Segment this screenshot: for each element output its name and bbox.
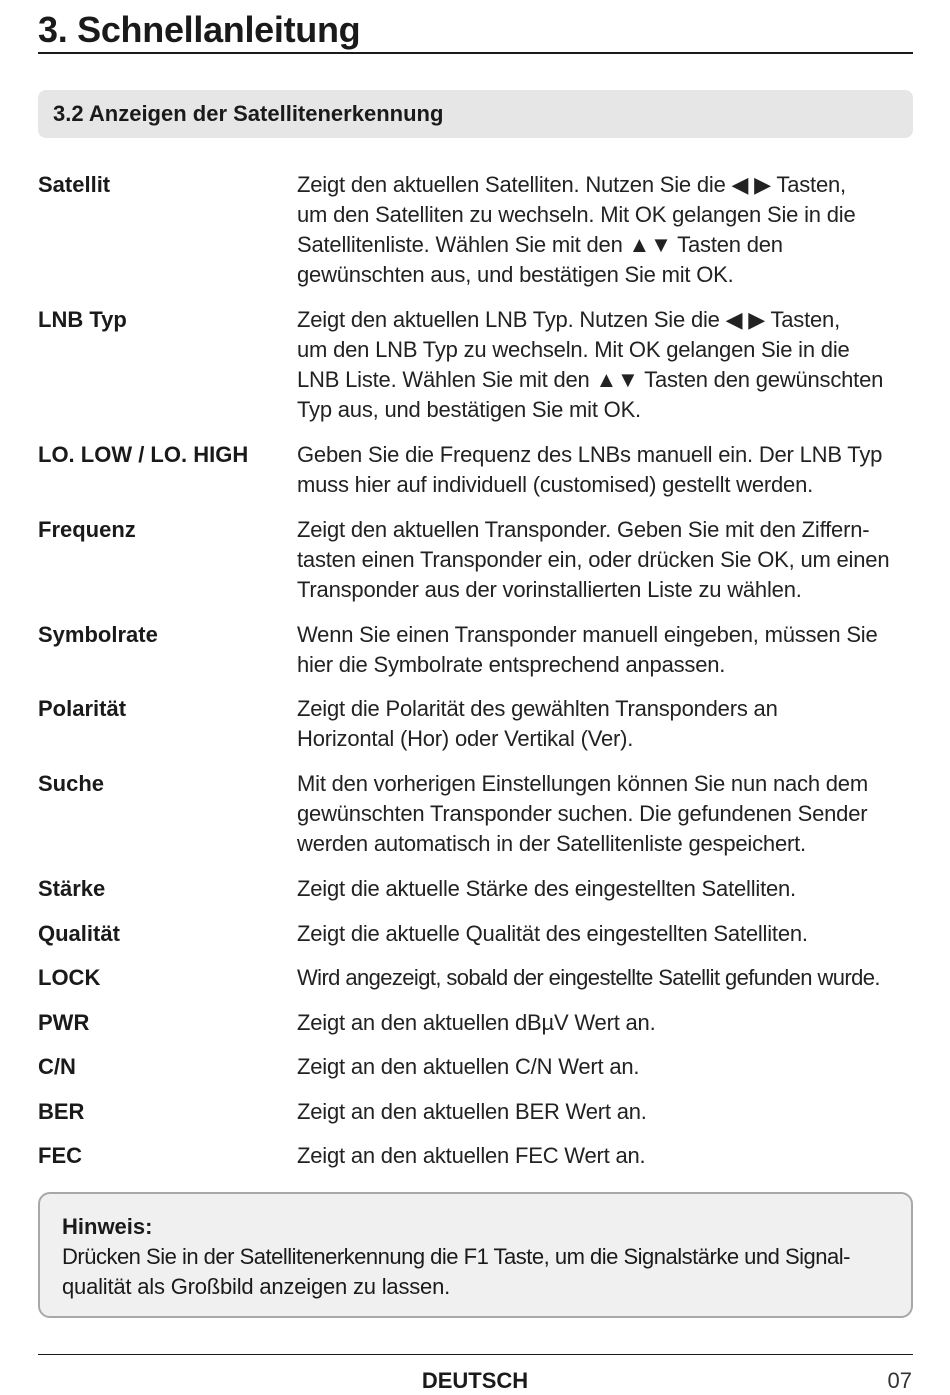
desc-line: muss hier auf individuell (customised) gestellt werden.	[297, 472, 814, 497]
desc-ber	[297, 1097, 913, 1127]
desc-lnb-typ	[297, 305, 913, 425]
term-polaritaet: Polarität	[38, 696, 127, 721]
desc-line: gewünschten Transponder suchen. Die gefundenen Sender	[297, 801, 868, 826]
term-cn: C/N	[38, 1054, 76, 1079]
term-lock: LOCK	[38, 965, 101, 990]
term-pwr: PWR	[38, 1010, 90, 1035]
desc-symbolrate	[297, 620, 913, 680]
desc-lo-low-high	[297, 440, 913, 500]
term-suche: Suche	[38, 771, 105, 796]
desc-line: Zeigt den aktuellen Satelliten. Nutzen Sie die ◀ ▶ Tasten,	[297, 172, 846, 197]
desc-line: Zeigt den aktuellen LNB Typ. Nutzen Sie die ◀ ▶ Tasten,	[297, 307, 841, 332]
desc-pwr	[297, 1008, 913, 1038]
title-divider	[38, 52, 913, 54]
note-line: qualität als Großbild anzeigen zu lassen.	[62, 1274, 451, 1299]
desc-satellit	[297, 170, 913, 290]
note-title: Hinweis:	[62, 1214, 153, 1239]
desc-lock	[297, 963, 913, 993]
term-symbolrate: Symbolrate	[38, 622, 158, 647]
note-box	[38, 1192, 913, 1318]
desc-line: Zeigt den aktuellen Transponder. Geben Sie mit den Ziffern-	[297, 517, 870, 542]
desc-line: um den LNB Typ zu wechseln. Mit OK gelangen Sie in die	[297, 337, 850, 362]
desc-cn	[297, 1052, 913, 1082]
term-satellit: Satellit	[38, 172, 111, 197]
desc-fec	[297, 1141, 913, 1171]
desc-line: gewünschten aus, und bestätigen Sie mit OK.	[297, 262, 734, 287]
page-number: 07	[887, 1368, 912, 1393]
term-fec: FEC	[38, 1143, 82, 1168]
term-lo-low-high: LO. LOW / LO. HIGH	[38, 442, 249, 467]
desc-line: um den Satelliten zu wechseln. Mit OK gelangen Sie in die	[297, 202, 856, 227]
term-qualitaet: Qualität	[38, 921, 120, 946]
page-title: 3. Schnellanleitung	[38, 9, 361, 50]
desc-line: LNB Liste. Wählen Sie mit den ▲▼ Tasten den gewünschten	[297, 367, 884, 392]
desc-line: Typ aus, und bestätigen Sie mit OK.	[297, 397, 641, 422]
term-ber: BER	[38, 1099, 85, 1124]
desc-staerke	[297, 874, 913, 904]
term-frequenz: Frequenz	[38, 517, 136, 542]
desc-line: Wird angezeigt, sobald der eingestellte Satellit gefunden wurde.	[297, 965, 880, 990]
desc-line: Satellitenliste. Wählen Sie mit den ▲▼ Tasten den	[297, 232, 783, 257]
desc-line: Horizontal (Hor) oder Vertikal (Ver).	[297, 726, 634, 751]
desc-line: Mit den vorherigen Einstellungen können Sie nun nach dem	[297, 771, 868, 796]
desc-line: Zeigt an den aktuellen BER Wert an.	[297, 1099, 647, 1124]
desc-line: Zeigt an den aktuellen FEC Wert an.	[297, 1143, 646, 1168]
desc-line: werden automatisch in der Satellitenliste gespeichert.	[297, 831, 806, 856]
desc-frequenz	[297, 515, 913, 605]
desc-polaritaet	[297, 694, 913, 754]
desc-line: hier die Symbolrate entsprechend anpassen.	[297, 652, 726, 677]
desc-qualitaet	[297, 919, 913, 949]
section-header: 3.2 Anzeigen der Satellitenerkennung	[38, 90, 913, 138]
desc-line: Zeigt an den aktuellen dBµV Wert an.	[297, 1010, 656, 1035]
desc-line: Wenn Sie einen Transponder manuell eingeben, müssen Sie	[297, 622, 878, 647]
desc-line: Zeigt an den aktuellen C/N Wert an.	[297, 1054, 640, 1079]
desc-suche	[297, 769, 913, 859]
term-lnb-typ: LNB Typ	[38, 307, 127, 332]
note-text	[62, 1242, 889, 1302]
desc-line: Transponder aus der vorinstallierten Liste zu wählen.	[297, 577, 802, 602]
desc-line: Zeigt die aktuelle Qualität des eingestellten Satelliten.	[297, 921, 808, 946]
term-staerke: Stärke	[38, 876, 106, 901]
footer-language: DEUTSCH	[421, 1368, 529, 1393]
desc-line: Zeigt die Polarität des gewählten Transponders an	[297, 696, 778, 721]
desc-line: Geben Sie die Frequenz des LNBs manuell ein. Der LNB Typ	[297, 442, 883, 467]
footer-divider	[38, 1354, 913, 1355]
note-line: Drücken Sie in der Satellitenerkennung die F1 Taste, um die Signalstärke und Signal-	[62, 1244, 850, 1269]
desc-line: Zeigt die aktuelle Stärke des eingestellten Satelliten.	[297, 876, 796, 901]
desc-line: tasten einen Transponder ein, oder drücken Sie OK, um einen	[297, 547, 890, 572]
